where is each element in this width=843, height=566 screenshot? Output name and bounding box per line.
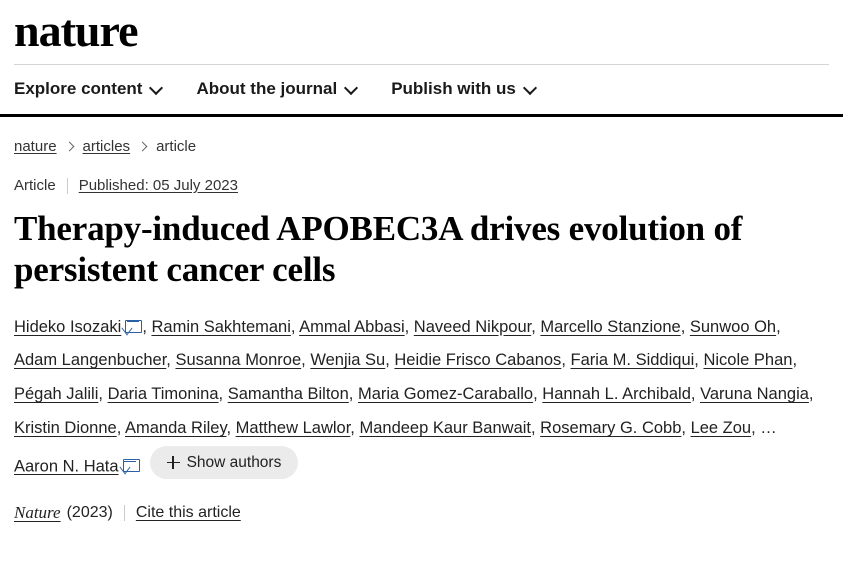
author-separator: , (218, 385, 228, 404)
author-separator: , (808, 385, 814, 404)
author-separator: , (116, 419, 125, 438)
author-link[interactable]: Ramin Sakhtemani (151, 317, 291, 336)
author-link[interactable]: Maria Gomez-Caraballo (357, 385, 534, 404)
page-title: Therapy-induced APOBEC3A drives evolution of persistent cancer cells (14, 209, 743, 290)
author-link[interactable]: Faria M. Siddiqui (570, 351, 695, 370)
article-type-label: Article (14, 177, 56, 194)
chevron-right-icon (139, 143, 147, 151)
author-link[interactable]: Lee Zou (690, 419, 752, 438)
author-separator: , (350, 419, 360, 438)
author-separator: , (751, 419, 761, 438)
author-separator: , (290, 317, 300, 336)
author-link[interactable]: Rosemary G. Cobb (540, 419, 682, 438)
author-link[interactable]: Hannah L. Archibald (542, 385, 691, 404)
author-link[interactable]: Ammal Abbasi (299, 317, 405, 336)
author-link[interactable]: Adam Langenbucher (14, 351, 167, 370)
email-author-icon[interactable] (123, 459, 140, 472)
author-separator: , (680, 317, 690, 336)
email-author-icon[interactable] (125, 320, 142, 333)
author-separator: , (694, 351, 704, 370)
masthead (0, 0, 843, 64)
primary-navigation (0, 65, 843, 114)
author-link[interactable]: Varuna Nangia (700, 385, 809, 404)
plus-icon (167, 456, 180, 469)
author-link[interactable]: Hideko Isozaki (14, 317, 122, 336)
nav-item-publish-with-us[interactable] (391, 79, 536, 99)
chevron-down-icon (525, 82, 536, 93)
author-link[interactable]: Samantha Bilton (227, 385, 349, 404)
author-separator: , (404, 317, 414, 336)
breadcrumb-item-articles[interactable]: articles (82, 138, 131, 155)
author-separator: , (792, 351, 798, 370)
journal-citation-line (14, 503, 829, 523)
journal-name-link[interactable]: Nature (14, 502, 61, 522)
author-separator: , (561, 351, 571, 370)
author-link[interactable]: Daria Timonina (107, 385, 219, 404)
nature-logo[interactable]: nature (14, 5, 138, 56)
nav-item-label: Explore content (14, 79, 143, 98)
author-list (14, 311, 829, 484)
nav-item-explore-content[interactable] (14, 79, 162, 99)
nav-item-about-the-journal[interactable] (196, 79, 357, 99)
author-separator: , (531, 317, 541, 336)
author-separator: , (98, 385, 108, 404)
author-link[interactable]: Naveed Nikpour (413, 317, 532, 336)
author-separator: , (690, 385, 701, 404)
published-date-link[interactable]: Published: 05 July 2023 (78, 177, 238, 194)
cite-this-article-link[interactable]: Cite this article (135, 503, 241, 521)
chevron-right-icon (66, 143, 74, 151)
show-authors-label: Show authors (186, 453, 282, 471)
breadcrumb (14, 117, 829, 155)
author-link[interactable]: Matthew Lawlor (235, 419, 351, 438)
author-separator: , (681, 419, 691, 438)
author-link[interactable]: Aaron N. Hata (14, 457, 119, 476)
author-link[interactable]: Kristin Dionne (14, 419, 117, 438)
author-link[interactable]: Amanda Riley (124, 419, 227, 438)
journal-year: (2023) (66, 503, 113, 521)
author-link[interactable]: Pégah Jalili (14, 385, 99, 404)
author-separator: , (348, 385, 358, 404)
author-separator: , (142, 317, 152, 336)
chevron-down-icon (346, 82, 357, 93)
author-link[interactable]: Heidie Frisco Cabanos (394, 351, 562, 370)
author-separator: , (385, 351, 395, 370)
meta-divider (124, 505, 125, 521)
author-link[interactable]: Susanna Monroe (175, 351, 302, 370)
author-link[interactable]: Wenjia Su (310, 351, 386, 370)
article-page-content (0, 117, 843, 523)
author-separator: , (301, 351, 311, 370)
author-link[interactable]: Sunwoo Oh (689, 317, 777, 336)
meta-divider (67, 178, 68, 194)
author-separator: , (226, 419, 236, 438)
author-link[interactable]: Mandeep Kaur Banwait (359, 419, 531, 438)
author-separator: , (533, 385, 543, 404)
chevron-down-icon (151, 82, 162, 93)
author-separator: , (166, 351, 176, 370)
nav-item-label: About the journal (196, 79, 338, 98)
author-link[interactable]: Nicole Phan (703, 351, 793, 370)
show-authors-button[interactable] (150, 446, 299, 480)
article-meta (14, 155, 829, 194)
author-link[interactable]: Marcello Stanzione (540, 317, 681, 336)
author-separator: , (776, 317, 781, 336)
author-separator: , (531, 419, 541, 438)
nav-item-label: Publish with us (391, 79, 516, 98)
breadcrumb-item-article: article (156, 138, 197, 155)
breadcrumb-item-nature[interactable]: nature (14, 138, 57, 155)
authors-ellipsis: … (760, 419, 777, 438)
